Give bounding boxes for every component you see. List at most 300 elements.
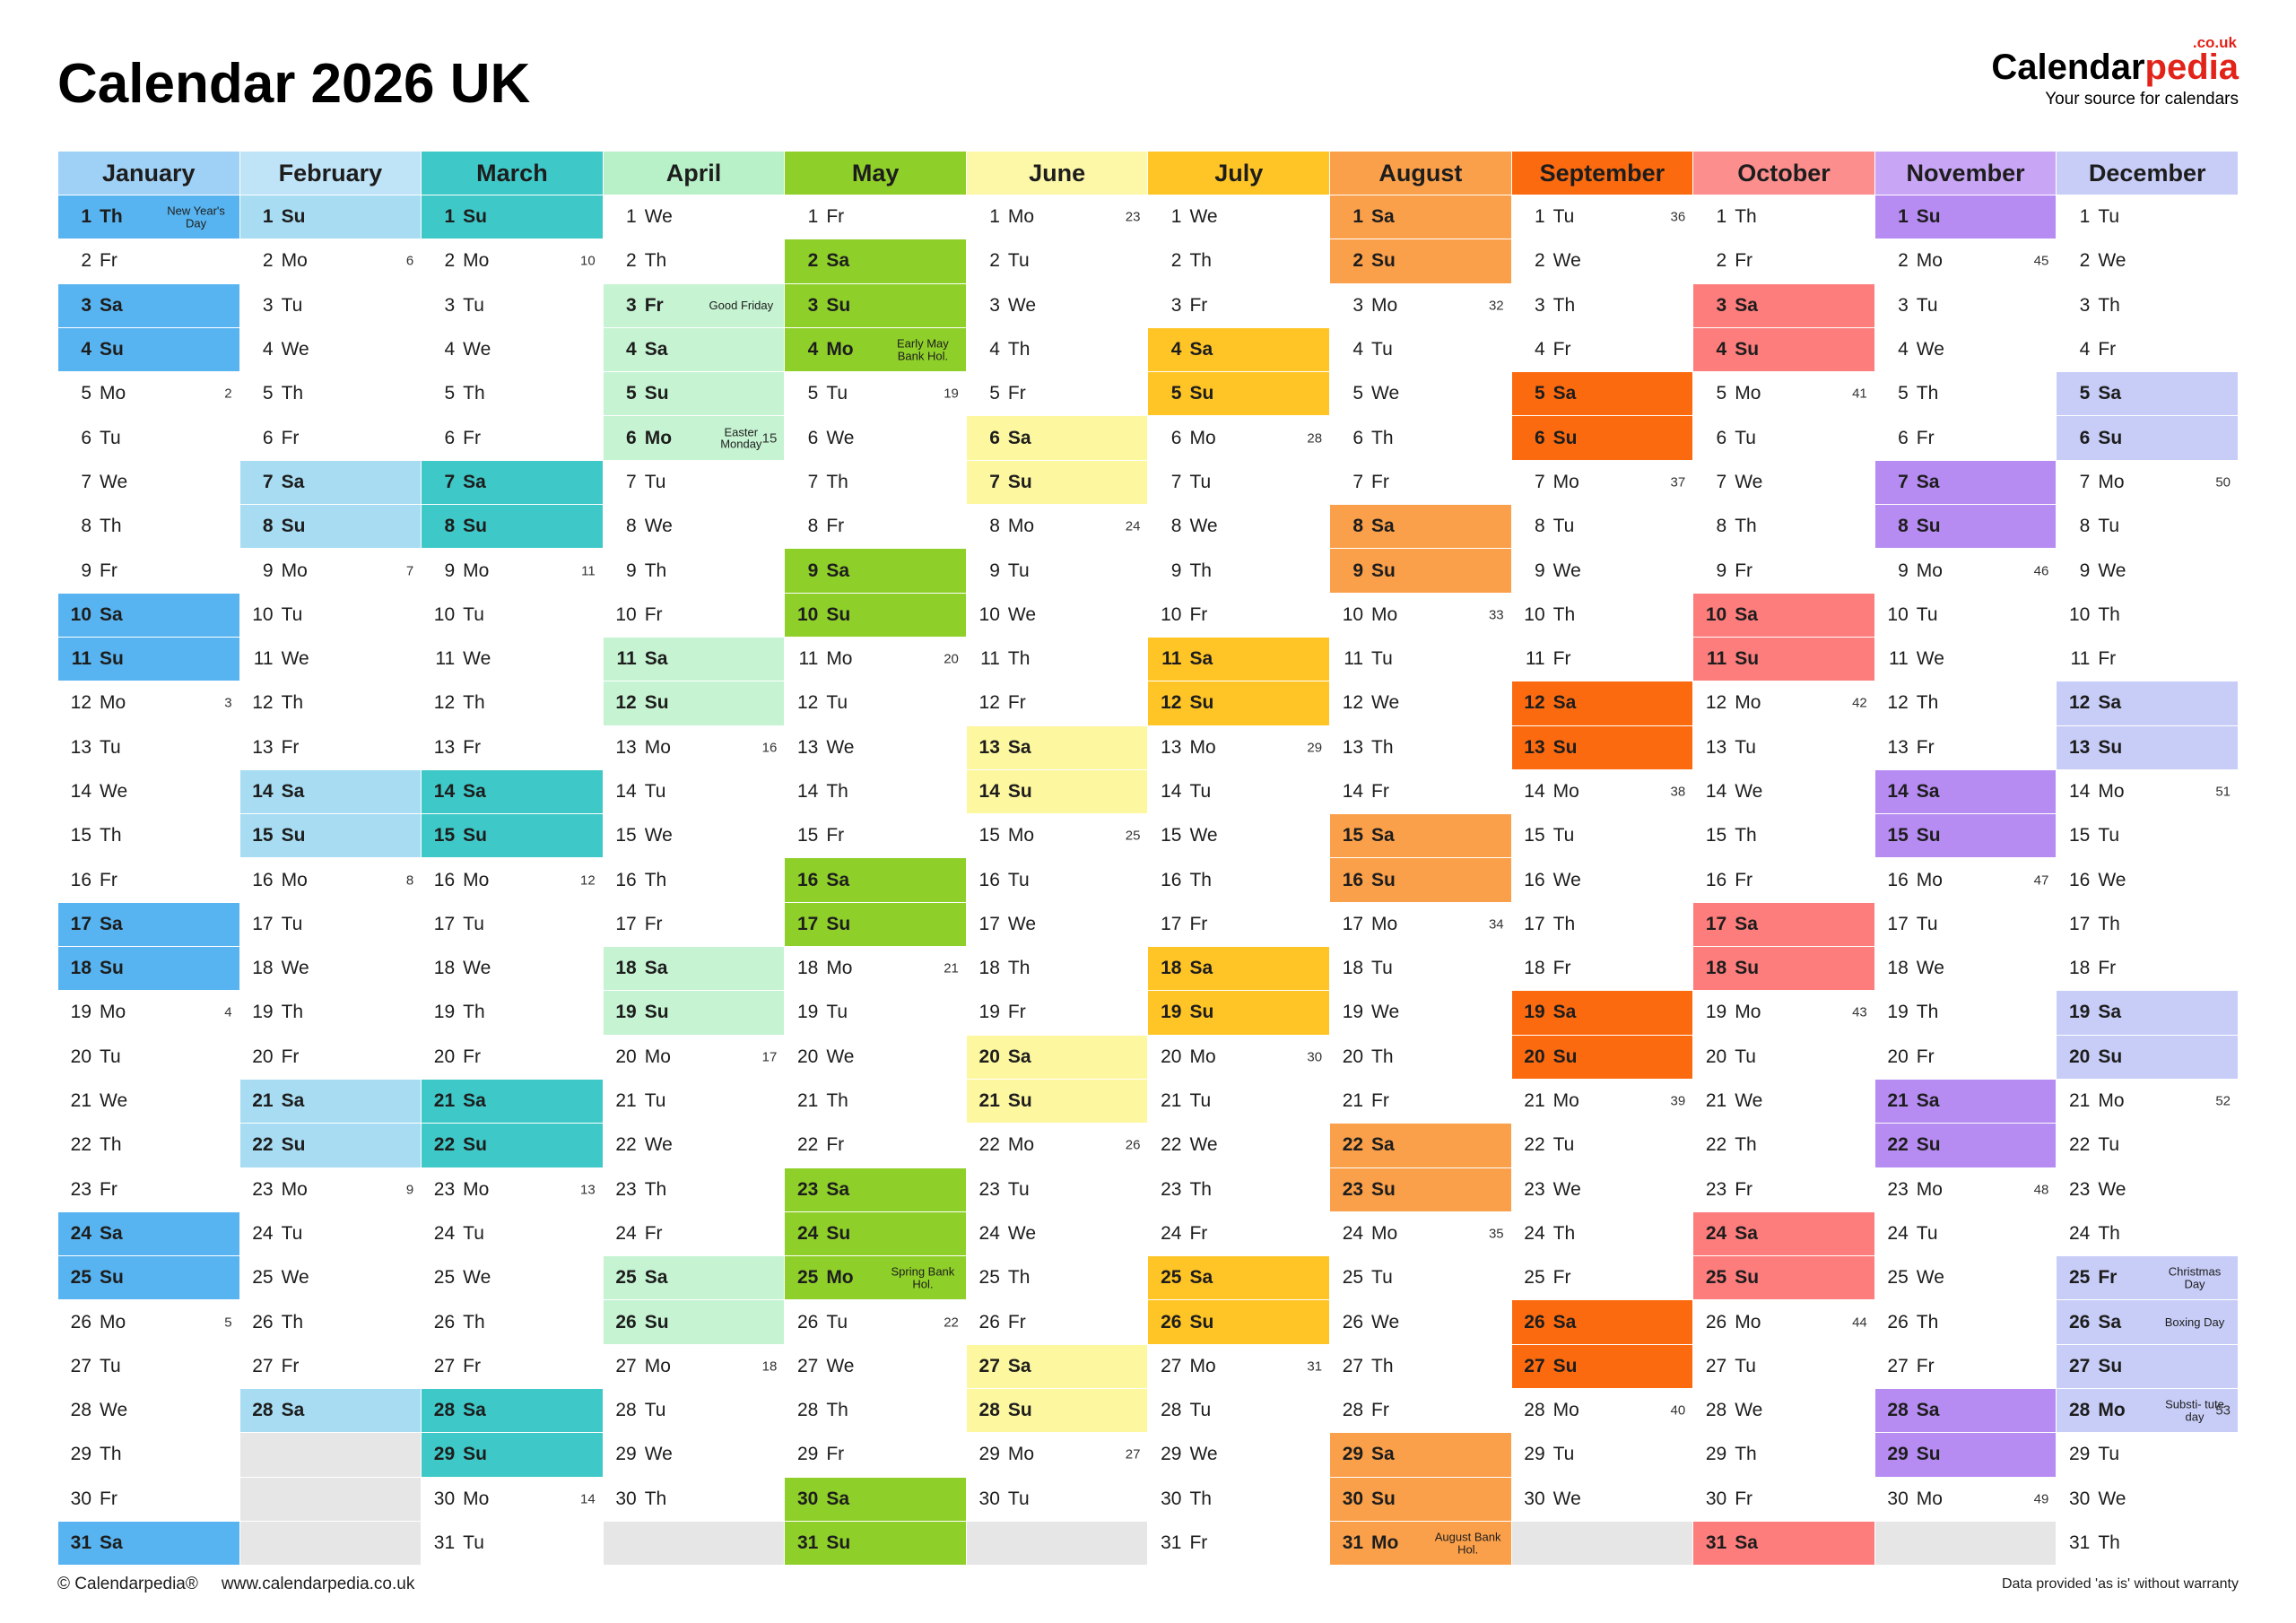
day-number: 25 <box>1342 1267 1364 1289</box>
empty-cell <box>239 1521 422 1565</box>
day-cell <box>2057 1211 2239 1255</box>
day-cell <box>785 1079 967 1123</box>
day-number: 3 <box>262 294 274 316</box>
day-cell <box>1874 549 2057 593</box>
day-of-week: Mo <box>1916 1488 1943 1509</box>
day-of-week: Th <box>1552 603 1576 625</box>
day-cell <box>2057 1124 2239 1167</box>
day-number: 6 <box>2079 427 2091 448</box>
day-cell <box>1330 947 1512 991</box>
day-of-week: Th <box>100 1134 122 1156</box>
day-number: 24 <box>796 1222 819 1244</box>
day-number: 20 <box>615 1046 637 1067</box>
day-cell <box>966 1211 1148 1255</box>
day-number: 17 <box>1705 913 1727 934</box>
day-number: 4 <box>626 339 637 360</box>
day-number: 22 <box>1161 1134 1182 1156</box>
day-of-week: Fr <box>1735 869 1753 890</box>
day-number: 14 <box>1161 781 1182 802</box>
day-cell-content <box>58 903 239 946</box>
day-cell <box>1330 460 1512 504</box>
day-number: 17 <box>978 913 1000 934</box>
day-number: 17 <box>433 913 456 934</box>
month-header-january <box>58 152 240 195</box>
day-number: 1 <box>1716 206 1727 228</box>
day-number: 20 <box>1705 1046 1727 1067</box>
day-cell <box>58 283 240 327</box>
day-number: 27 <box>1161 1355 1182 1376</box>
day-cell-content <box>604 328 785 371</box>
day-cell <box>2057 814 2239 858</box>
day-cell-content <box>1330 858 1511 901</box>
day-number: 8 <box>1716 516 1727 537</box>
day-of-week: Fr <box>826 206 845 228</box>
day-number: 11 <box>798 648 819 670</box>
day-cell-content <box>967 505 1148 548</box>
day-of-week: Fr <box>1735 1488 1753 1509</box>
empty-cell <box>966 1521 1148 1565</box>
website-link[interactable]: www.calendarpedia.co.uk <box>221 1575 415 1594</box>
day-cell-content <box>604 1300 785 1343</box>
disclaimer-text: Data provided 'as is' without warranty <box>2001 1576 2239 1593</box>
day-of-week: Mo <box>100 1002 126 1023</box>
day-cell <box>1148 593 1330 637</box>
day-of-week: Mo <box>1007 206 1035 228</box>
day-cell-content <box>1693 1036 1874 1079</box>
day-number: 8 <box>1352 516 1364 537</box>
day-cell <box>1330 593 1512 637</box>
brand-name <box>1991 48 2239 86</box>
day-cell <box>2057 239 2239 283</box>
day-of-week: Th <box>644 869 667 890</box>
day-of-week: Fr <box>1735 560 1753 581</box>
holiday-note: New Year's Day <box>167 204 225 230</box>
day-cell-content <box>2057 947 2238 990</box>
day-of-week: Th <box>2098 1222 2120 1244</box>
day-cell-content <box>1512 903 1693 946</box>
day-number: 6 <box>989 427 1000 448</box>
day-cell-content <box>967 416 1148 459</box>
day-cell-content <box>240 1345 422 1388</box>
day-number: 4 <box>1716 339 1727 360</box>
day-number: 28 <box>252 1400 274 1421</box>
week-number: 43 <box>1852 1004 1867 1020</box>
day-number: 26 <box>1524 1311 1545 1332</box>
day-number: 22 <box>1705 1134 1727 1156</box>
day-number: 18 <box>252 958 274 979</box>
day-number: 30 <box>1161 1488 1182 1509</box>
day-cell <box>422 1167 604 1211</box>
day-number: 12 <box>796 692 819 714</box>
day-cell <box>239 593 422 637</box>
day-number: 21 <box>2069 1090 2091 1112</box>
week-number: 20 <box>944 651 959 667</box>
day-number: 22 <box>1524 1134 1545 1156</box>
week-number: 50 <box>2215 474 2231 490</box>
day-of-week: Fr <box>1189 913 1208 934</box>
calendar-row <box>58 1433 2239 1477</box>
day-cell-content <box>1875 1124 2057 1167</box>
day-number: 31 <box>2069 1532 2091 1554</box>
day-number: 4 <box>1352 339 1364 360</box>
day-cell-content <box>1148 947 1329 990</box>
day-cell-content <box>1875 903 2057 946</box>
day-of-week: We <box>1552 869 1581 890</box>
day-number: 21 <box>796 1090 819 1112</box>
day-number: 7 <box>262 471 274 492</box>
day-number: 27 <box>1705 1355 1727 1376</box>
calendar-row <box>58 1035 2239 1079</box>
month-header-december <box>2057 152 2239 195</box>
day-cell <box>1874 195 2057 239</box>
day-of-week: Su <box>1189 692 1214 714</box>
day-cell-content <box>240 328 422 371</box>
week-number: 3 <box>224 695 232 711</box>
day-cell-content <box>2057 1478 2238 1521</box>
day-of-week: Mo <box>1189 1355 1216 1376</box>
day-cell <box>2057 902 2239 946</box>
day-number: 29 <box>615 1444 637 1465</box>
day-cell-content <box>58 1036 239 1079</box>
day-of-week: Fr <box>100 1178 117 1200</box>
day-number: 29 <box>1705 1444 1727 1465</box>
day-number: 19 <box>433 1002 456 1023</box>
day-of-week: Mo <box>1007 1444 1035 1465</box>
week-number: 35 <box>1488 1226 1504 1242</box>
day-of-week: We <box>826 1046 855 1067</box>
calendar-row <box>58 1389 2239 1433</box>
day-cell <box>1330 1035 1512 1079</box>
day-number: 20 <box>2069 1046 2091 1067</box>
day-cell <box>239 372 422 416</box>
day-of-week: Tu <box>644 1400 666 1421</box>
month-header-label: July <box>1214 159 1264 187</box>
day-number: 16 <box>70 869 91 890</box>
day-cell <box>1874 725 2057 769</box>
day-cell-content <box>785 770 966 813</box>
day-of-week: We <box>1371 1311 1400 1332</box>
day-number: 5 <box>444 383 456 404</box>
day-cell <box>422 1300 604 1344</box>
day-cell-content <box>240 372 422 415</box>
day-of-week: Tu <box>1371 1267 1393 1289</box>
day-cell <box>1148 1211 1330 1255</box>
day-cell-content <box>1693 239 1874 282</box>
day-cell-content <box>1693 1300 1874 1343</box>
day-cell-content <box>422 1124 603 1167</box>
day-of-week: Sa <box>463 471 486 492</box>
month-header-october <box>1693 152 1875 195</box>
day-cell-content <box>240 1168 422 1211</box>
day-number: 28 <box>1524 1400 1545 1421</box>
day-cell <box>1693 1079 1875 1123</box>
month-header-label: December <box>2088 159 2206 187</box>
day-number: 22 <box>796 1134 819 1156</box>
day-cell <box>966 814 1148 858</box>
day-cell <box>2057 327 2239 371</box>
day-of-week: We <box>1552 1178 1581 1200</box>
day-cell <box>1874 1389 2057 1433</box>
day-cell-content <box>785 372 966 415</box>
day-cell-content <box>422 195 603 239</box>
day-cell-content <box>785 858 966 901</box>
day-cell-content <box>1148 814 1329 857</box>
day-cell <box>1874 1211 2057 1255</box>
calendar-row <box>58 460 2239 504</box>
day-cell-content <box>1512 549 1693 592</box>
day-cell <box>1330 505 1512 549</box>
day-cell <box>422 195 604 239</box>
day-number: 7 <box>444 471 456 492</box>
day-number: 1 <box>1534 206 1545 228</box>
day-of-week: Mo <box>2098 1400 2126 1421</box>
day-cell-content <box>422 284 603 327</box>
day-of-week: Mo <box>2098 471 2125 492</box>
day-of-week: Tu <box>1916 294 1938 316</box>
day-number: 3 <box>1352 294 1364 316</box>
day-of-week: Tu <box>463 1222 484 1244</box>
day-cell-content <box>1148 594 1329 637</box>
day-cell-content <box>2057 328 2238 371</box>
day-cell <box>58 1389 240 1433</box>
day-cell <box>58 902 240 946</box>
day-cell <box>1148 1300 1330 1344</box>
day-cell <box>2057 769 2239 813</box>
day-of-week: Fr <box>826 1444 845 1465</box>
day-number: 27 <box>2069 1355 2091 1376</box>
day-cell-content <box>604 284 785 327</box>
day-number: 7 <box>807 471 819 492</box>
day-cell <box>239 1079 422 1123</box>
day-number: 11 <box>980 648 1000 670</box>
day-number: 2 <box>1352 250 1364 272</box>
day-cell <box>1330 681 1512 725</box>
day-of-week: Tu <box>2098 516 2120 537</box>
day-cell <box>1148 769 1330 813</box>
day-cell <box>1693 858 1875 902</box>
day-cell-content <box>967 195 1148 239</box>
day-cell-content <box>604 505 785 548</box>
day-number: 8 <box>1898 516 1909 537</box>
day-cell <box>1874 505 2057 549</box>
day-number: 22 <box>70 1134 91 1156</box>
day-cell <box>785 902 967 946</box>
day-number: 4 <box>989 339 1000 360</box>
day-cell <box>1511 505 1693 549</box>
week-number: 31 <box>1307 1358 1323 1375</box>
day-number: 22 <box>433 1134 456 1156</box>
day-of-week: Mo <box>644 427 673 448</box>
day-cell-content <box>1875 284 2057 327</box>
day-number: 9 <box>626 560 637 581</box>
calendar-row <box>58 1167 2239 1211</box>
day-of-week: Fr <box>1371 471 1389 492</box>
day-cell-content <box>1330 1212 1511 1255</box>
day-cell-content <box>1693 638 1874 681</box>
day-of-week: Su <box>1735 648 1760 670</box>
day-number: 20 <box>796 1046 819 1067</box>
day-of-week: Fr <box>1735 250 1753 272</box>
day-cell-content <box>1875 947 2057 990</box>
day-of-week: Sa <box>1552 1311 1577 1332</box>
day-cell-content <box>604 681 785 725</box>
day-cell <box>1148 1079 1330 1123</box>
month-header-label: June <box>1029 159 1086 187</box>
day-cell <box>1874 1433 2057 1477</box>
day-cell <box>785 1344 967 1388</box>
day-cell <box>603 947 785 991</box>
day-cell <box>239 460 422 504</box>
day-cell <box>58 195 240 239</box>
day-cell-content <box>604 1124 785 1167</box>
day-cell-content <box>2057 505 2238 548</box>
day-of-week: Tu <box>100 1046 121 1067</box>
week-number: 28 <box>1307 430 1323 447</box>
day-cell <box>2057 460 2239 504</box>
day-of-week: Sa <box>1007 1355 1031 1376</box>
day-cell-content <box>1148 416 1329 459</box>
day-of-week: We <box>100 1090 128 1112</box>
day-cell-content <box>58 549 239 592</box>
day-number: 12 <box>70 692 91 714</box>
day-of-week: Mo <box>1916 869 1943 890</box>
day-cell <box>1330 1256 1512 1300</box>
day-of-week: Tu <box>1552 206 1575 228</box>
day-number: 29 <box>1524 1444 1545 1465</box>
day-cell <box>966 991 1148 1035</box>
day-cell <box>239 1035 422 1079</box>
day-cell <box>966 1433 1148 1477</box>
day-of-week: Su <box>463 1444 487 1465</box>
day-number: 28 <box>1705 1400 1727 1421</box>
day-cell <box>239 195 422 239</box>
day-of-week: Mo <box>100 1311 126 1332</box>
day-cell <box>1693 416 1875 460</box>
day-of-week: Tu <box>1189 1400 1212 1421</box>
day-cell-content <box>58 1212 239 1255</box>
day-cell-content <box>967 1212 1148 1255</box>
day-of-week: Mo <box>644 1355 671 1376</box>
day-cell <box>58 372 240 416</box>
day-cell <box>603 725 785 769</box>
day-cell-content <box>422 726 603 769</box>
day-cell-content <box>785 1300 966 1343</box>
day-cell-content <box>604 1433 785 1476</box>
day-cell-content <box>785 726 966 769</box>
day-number: 19 <box>252 1002 274 1023</box>
day-cell <box>785 593 967 637</box>
day-number: 6 <box>444 427 456 448</box>
day-cell <box>603 769 785 813</box>
day-cell <box>603 195 785 239</box>
day-number: 6 <box>262 427 274 448</box>
day-cell <box>1511 195 1693 239</box>
empty-cell <box>239 1433 422 1477</box>
day-number: 7 <box>1716 471 1727 492</box>
day-cell-content <box>2057 239 2238 282</box>
day-cell-content <box>58 1256 239 1299</box>
day-cell <box>239 327 422 371</box>
day-of-week: We <box>644 516 673 537</box>
day-cell <box>2057 637 2239 681</box>
day-of-week: We <box>1371 1002 1400 1023</box>
day-cell <box>966 637 1148 681</box>
day-cell-content <box>1512 814 1693 857</box>
day-of-week: We <box>1189 1444 1218 1465</box>
day-cell <box>966 505 1148 549</box>
day-cell-content <box>1148 726 1329 769</box>
day-number: 13 <box>1887 736 1909 758</box>
day-of-week: Mo <box>1735 383 1761 404</box>
day-of-week: Sa <box>644 339 668 360</box>
day-number: 2 <box>626 250 637 272</box>
day-cell <box>1330 1433 1512 1477</box>
week-number: 38 <box>1670 784 1686 800</box>
day-of-week: Tu <box>1007 560 1030 581</box>
day-cell <box>422 1211 604 1255</box>
day-of-week: Fr <box>463 427 481 448</box>
day-number: 19 <box>1161 1002 1182 1023</box>
day-cell-content <box>1875 1080 2057 1123</box>
day-cell <box>239 902 422 946</box>
day-cell-content <box>1148 1522 1329 1565</box>
day-of-week: Sa <box>1007 736 1031 758</box>
day-cell-content <box>1148 372 1329 415</box>
month-header-row <box>58 152 2239 195</box>
day-of-week: Mo <box>1189 427 1216 448</box>
day-cell-content <box>58 239 239 282</box>
day-cell <box>1874 947 2057 991</box>
day-of-week: Tu <box>2098 206 2120 228</box>
day-cell-content <box>2057 1036 2238 1079</box>
day-cell <box>58 239 240 283</box>
month-header-label: February <box>278 159 383 187</box>
day-of-week: Su <box>1371 250 1396 272</box>
day-cell <box>1511 549 1693 593</box>
day-cell-content <box>1693 284 1874 327</box>
day-number: 10 <box>1161 603 1182 625</box>
day-cell <box>58 1167 240 1211</box>
day-number: 9 <box>1534 560 1545 581</box>
day-cell-content <box>1693 328 1874 371</box>
week-number: 48 <box>2033 1182 2049 1198</box>
day-cell <box>1693 1256 1875 1300</box>
day-of-week: Mo <box>2098 1090 2125 1112</box>
day-of-week: Su <box>100 958 124 979</box>
day-number: 25 <box>1887 1267 1909 1289</box>
day-cell-content <box>1148 284 1329 327</box>
week-number: 12 <box>580 872 596 889</box>
day-of-week: Sa <box>1371 206 1395 228</box>
day-number: 26 <box>615 1311 637 1332</box>
day-cell-content <box>1148 770 1329 813</box>
day-cell <box>239 681 422 725</box>
day-number: 6 <box>1170 427 1182 448</box>
day-cell-content <box>1330 505 1511 548</box>
day-number: 2 <box>1534 250 1545 272</box>
day-cell <box>1511 372 1693 416</box>
day-cell <box>239 1344 422 1388</box>
day-cell <box>1693 283 1875 327</box>
day-number: 23 <box>1705 1178 1727 1200</box>
day-cell-content <box>785 1478 966 1521</box>
day-number: 21 <box>1342 1090 1364 1112</box>
day-cell <box>966 372 1148 416</box>
day-cell <box>966 1477 1148 1521</box>
day-number: 4 <box>1534 339 1545 360</box>
day-cell <box>603 637 785 681</box>
day-of-week: Mo <box>463 1178 490 1200</box>
